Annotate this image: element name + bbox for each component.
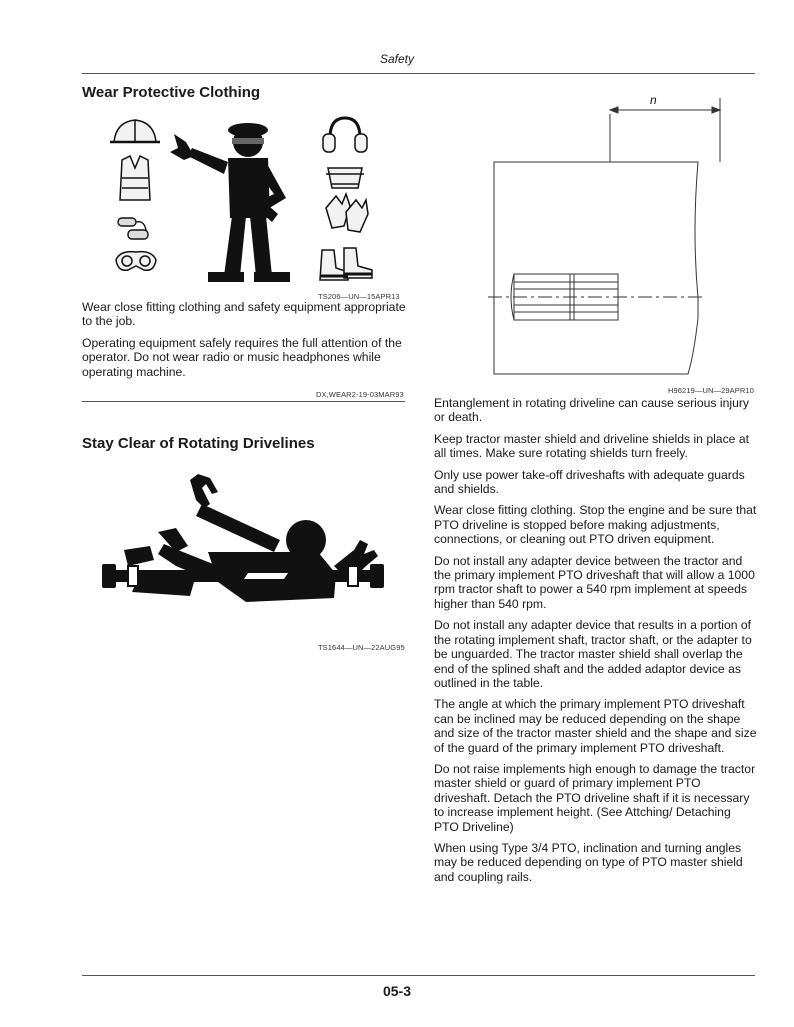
hard-hat-icon	[110, 120, 160, 142]
paragraph: Entanglement in rotating driveline can cause serious injury or death.	[434, 396, 750, 425]
protective-clothing-text	[82, 300, 408, 386]
paragraph: Keep tractor master shield and driveline shields in place at all times. Make sure rotating shields turn freely.	[434, 431, 750, 461]
worker-figure	[170, 123, 290, 282]
reference-code: DX,WEAR2-19-03MAR93	[316, 390, 404, 399]
figure-caption-rotating-drivelines: TS1644—UN—22AUG95	[318, 643, 405, 652]
header-rule	[82, 73, 755, 74]
goggles-icon	[116, 252, 156, 271]
gloves-icon	[326, 194, 368, 232]
paragraph: Do not install any adapter device that results in a portion of the rotating implement shaft, tractor shaft, or the adapter to be unguarded. The tractor master shield shall overlap the end of the splined shaft and the added adaptor device as outlined in the table.	[434, 618, 752, 690]
protective-clothing-illustration	[100, 108, 380, 288]
ear-muffs-icon	[323, 118, 367, 152]
earplugs-icon	[118, 218, 148, 239]
page-number: 05-3	[382, 983, 412, 999]
paragraph: Do not install any adapter device between the tractor and the primary implement PTO driveshaft that will allow a 1000 rpm tractor shaft to power a 540 rpm implement at speeds higher than 540 rpm.	[434, 553, 755, 611]
paragraph: Wear close fitting clothing. Stop the engine and be sure that PTO driveline is stopped before making adjustments, connections, or cleaning out PTO driven equipment.	[434, 503, 757, 547]
section-heading-protective-clothing: Wear Protective Clothing	[82, 84, 261, 101]
page-header-title: Safety	[379, 52, 415, 66]
respirator-icon	[326, 168, 364, 188]
safety-vest-icon	[120, 156, 150, 200]
entangled-person-figure	[124, 474, 378, 602]
figure-caption-master-shield: H96219—UN—29APR10	[668, 386, 754, 395]
safety-boots-icon	[320, 248, 372, 280]
paragraph: Do not raise implements high enough to damage the tractor master shield or guard of primary implement PTO driveshaft. Detach the PTO driveline shaft if it is necessary to increase implement height. (See Attching/ Detaching PTO Driveline)	[434, 761, 756, 834]
section-heading-rotating-drivelines: Stay Clear of Rotating Drivelines	[82, 435, 315, 452]
footer-rule	[82, 975, 755, 976]
figure-caption-protective-clothing: TS206—UN—15APR13	[318, 292, 400, 301]
paragraph: Only use power take-off driveshafts with adequate guards and shields.	[434, 467, 745, 497]
paragraph: When using Type 3/4 PTO, inclination and turning angles may be reduced depending on type of PTO master shield and coupling rails.	[434, 840, 743, 884]
master-shield-overlap-diagram	[488, 92, 758, 390]
paragraph: Wear close fitting clothing and safety equipment appropriate to the job.	[82, 300, 406, 329]
driveline-safety-text	[434, 396, 758, 891]
paragraph: Operating equipment safely requires the full attention of the operator. Do not wear radio or music headphones while operating machine.	[82, 335, 402, 379]
dimension-label-n: n	[650, 93, 657, 107]
rotating-driveline-illustration	[98, 470, 388, 620]
paragraph: The angle at which the primary implement PTO driveshaft can be inclined may be reduced depending on the shape and size of the tractor master shield and the shape and size of the guard of the primary implement PTO driveshaft.	[434, 697, 757, 755]
section-divider	[82, 401, 405, 402]
